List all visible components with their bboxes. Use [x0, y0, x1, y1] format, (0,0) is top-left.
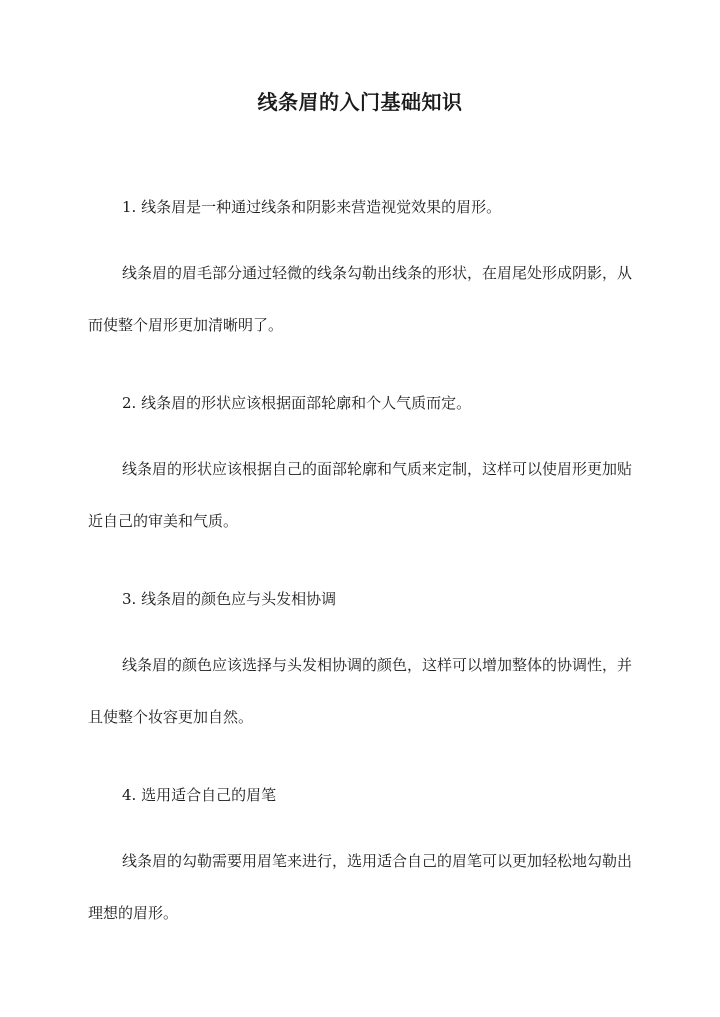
- section-body: 线条眉的勾勒需要用眉笔来进行，选用适合自己的眉笔可以更加轻松地勾勒出理想的眉形。: [88, 852, 633, 922]
- section-body: 线条眉的形状应该根据自己的面部轮廓和气质来定制，这样可以使眉形更加贴近自己的审美和气质。: [88, 460, 633, 530]
- document-title: 线条眉的入门基础知识: [257, 90, 463, 114]
- section-heading: 1. 线条眉是一种通过线条和阴影来营造视觉效果的眉形。: [122, 198, 502, 216]
- section-heading: 2. 线条眉的形状应该根据面部轮廓和个人气质而定。: [122, 394, 472, 412]
- section-2: [88, 391, 632, 547]
- section-1: [88, 195, 632, 351]
- section-body: 线条眉的眉毛部分通过轻微的线条勾勒出线条的形状，在眉尾处形成阴影，从而使整个眉形更加清晰明了。: [88, 264, 633, 334]
- section-3: [88, 587, 632, 743]
- section-heading: 4. 选用适合自己的眉笔: [122, 786, 277, 804]
- section-4: [88, 783, 632, 939]
- section-heading: 3. 线条眉的颜色应与头发相协调: [122, 590, 337, 608]
- section-body: 线条眉的颜色应该选择与头发相协调的颜色，这样可以增加整体的协调性，并且使整个妆容更加自然。: [88, 656, 633, 726]
